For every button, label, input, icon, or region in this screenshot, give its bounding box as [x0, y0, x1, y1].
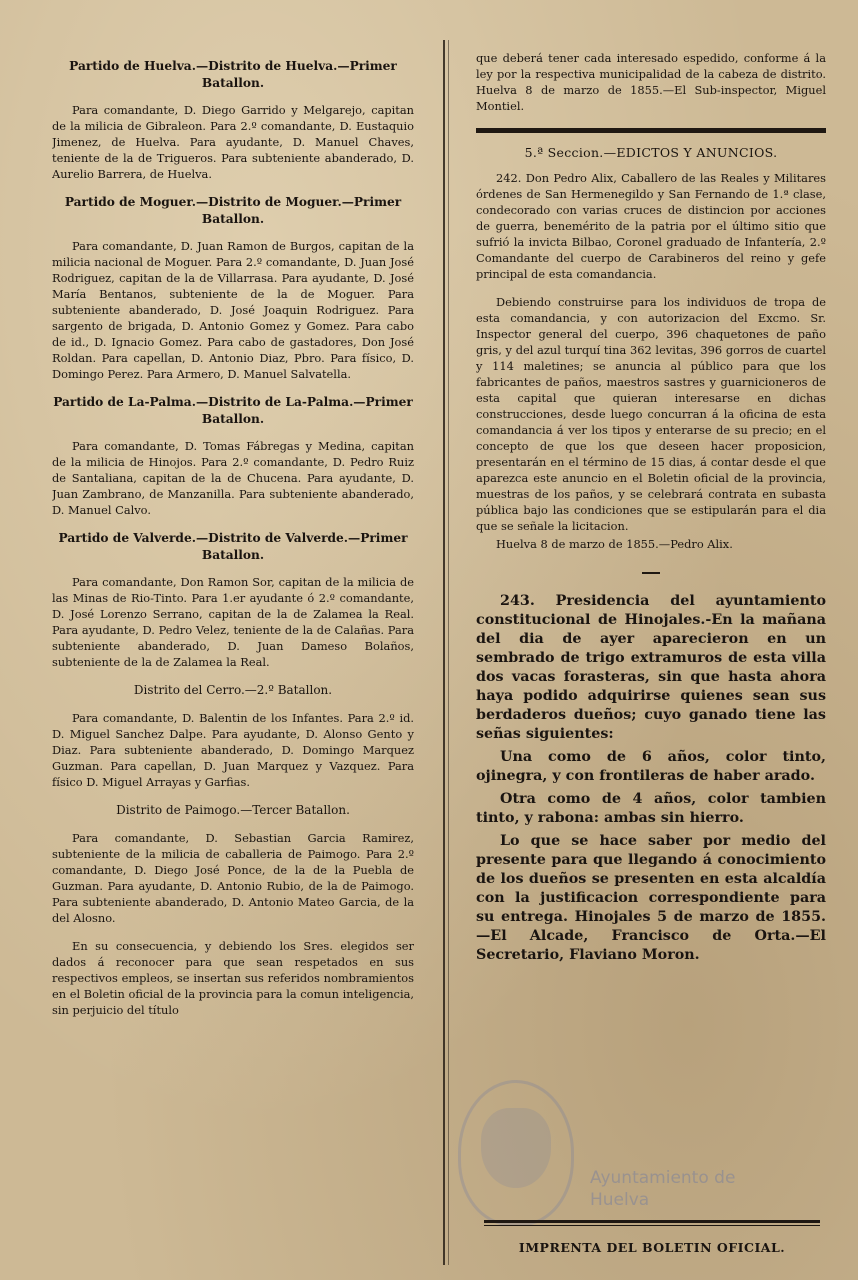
section-title: 5.ª Seccion.—EDICTOS Y ANUNCIOS. [524, 145, 778, 160]
section-text-lapalma: Para comandante, D. Tomas Fábregas y Medina, capitan de la milicia de Hinojos. Para 2.º comandante, D. Pedro Ruiz de Santaliana, capitan de la de Chucena. Para ayudante, D. Juan Zambrano, de Manzanilla. Para subteniente abanderado, D. Manuel Calvo. [52, 439, 414, 517]
section-text-valverde: Para comandante, Don Ramon Sor, capitan de la milicia de las Minas de Rio-Tinto. Para 1.er ayudante ó 2.º comandante, D. José Lorenzo Serrano, capitan de la de Zalamea la Real. Para ayudante, D. Pedro Velez, teniente de la de Calañas. Para subteniente abanderado, D. Juan Dameso Bolaños, subteniente de la de Zalamea la Real. [52, 575, 414, 669]
watermark-text-2: Huelva [590, 1190, 650, 1210]
section-heading-paimogo: Distrito de Paimogo.—Tercer Batallon. [116, 803, 350, 817]
section-heading-huelva: Partido de Huelva.—Distrito de Huelva.—Primer Batallon. [69, 59, 397, 90]
section-heading-lapalma: Partido de La-Palma.—Distrito de La-Palma.—Primer Batallon. [53, 395, 413, 426]
section-text-paimogo: Para comandante, D. Sebastian Garcia Ramirez, subteniente de la milicia de caballeria de Paimogo. Para 2.º comandante, D. Diego José Ponce, de la de la Puebla de Guzman. Para ayudante, D. Antonio Rubio, de la de Paimogo. Para subteniente abanderado, D. Antonio Mateo Garcia, de la del Alosno. [52, 831, 414, 925]
notice-243-cow-2: Otra como de 4 años, color tambien tinto, y rabona: ambas sin hierro. [476, 791, 826, 826]
printer-imprint: IMPRENTA DEL BOLETIN OFICIAL. [518, 1240, 786, 1255]
notice-243-cow-1: Una como de 6 años, color tinto, ojinegra, y con frontileras de haber arado. [476, 749, 826, 784]
section-heading-valverde: Partido de Valverde.—Distrito de Valverde.—Primer Batallon. [58, 531, 408, 562]
section-heading-cerro: Distrito del Cerro.—2.º Batallon. [133, 683, 333, 697]
section-text-moguer: Para comandante, D. Juan Ramon de Burgos, capitan de la milicia nacional de Moguer. Para 2.º comandante, D. Juan José Rodriguez, capitan de la de Villarrasa. Para ayudante, D. José María Bentanos, subteniente de la de Moguer. Para subteniente abanderado, D. José Joaquin Rodriguez. Para sargento de brigada, D. Antonio Gomez y Gomez. Para cabo de id., D. Ignacio Gomez. Para cabo de gastadores, Don José Roldan. Para capellan, D. Antonio Diaz, Pbro. Para físico, D. Domingo Perez. Para Armero, D. Manuel Salvatella. [52, 239, 414, 381]
section-text-cerro: Para comandante, D. Balentin de los Infantes. Para 2.º id. D. Miguel Sanchez Dalpe. Para ayudante, D. Alonso Gento y Diaz. Para subteniente abanderado, D. Domingo Marquez Guzman. Para capellan, D. Juan Marquez y Vazquez. Para físico D. Miguel Arrayas y Garfias. [52, 711, 414, 789]
column-divider [443, 40, 445, 1265]
notice-242-intro: 242. Don Pedro Alix, Caballero de las Reales y Militares órdenes de San Hermenegildo y San Fernando de 1.ª clase, condecorado con varias cruces de distincion por acciones de guerra, benemérito de la patria por el último sitio que sufrió la invicta Bilbao, Coronel graduado de Infantería, 2.º Comandante del cuerpo de Carabineros del reino y gefe principal de esta comandancia. [476, 171, 826, 281]
footer [484, 1202, 820, 1255]
footer-rule [484, 1220, 820, 1226]
notice-242-body: Debiendo construirse para los individuos de tropa de esta comandancia, y con autorizacion del Excmo. Sr. Inspector general del cuerpo, 396 chaquetones de paño gris, y del azul turquí tina 362 levitas, 396 gorros de cuartel y 114 maletines; se anuncia al público para que los fabricantes de paños, maestros sastres y guarnicioneros de esta capital que quieran interesarse en dichas construcciones, desde luego concurran á la oficina de esta comandancia á ver los tipos y enterarse de su precio; en el concepto de que los que deseen hacer proposicion, presentarán en el término de 15 dias, á contar desde el que aparezca este anuncio en el Boletin oficial de la provincia, muestras de los paños, y se celebrará contrata en subasta pública bajo las condiciones que se estipularán para el dia que se señale la licitacion. [476, 295, 826, 533]
closing-paragraph: En su consecuencia, y debiendo los Sres. elegidos ser dados á reconocer para que sean respetados en sus respectivos empleos, se insertan sus referidos nombramientos en el Boletin oficial de la provincia para la comun inteligencia, sin perjuicio del título [52, 939, 414, 1017]
column-divider-thin [448, 40, 449, 1265]
left-column [52, 58, 414, 1280]
section-rule [476, 128, 826, 133]
section-text-huelva: Para comandante, D. Diego Garrido y Melgarejo, capitan de la milicia de Gibraleon. Para 2.º comandante, D. Eustaquio Jimenez, de Huelva. Para ayudante, D. Manuel Chaves, teniente de la de Trigueros. Para subteniente abanderado, D. Aurelio Barrera, de Huelva. [52, 103, 414, 181]
continuation-paragraph: que deberá tener cada interesado espedido, conforme á la ley por la respectiva municipalidad de la cabeza de distrito. Huelva 8 de marzo de 1855.—El Sub-inspector, Miguel Montiel. [476, 51, 826, 113]
separator-dash [642, 572, 660, 574]
notice-242-signature: Huelva 8 de marzo de 1855.—Pedro Alix. [496, 537, 733, 551]
section-heading-moguer: Partido de Moguer.—Distrito de Moguer.—Primer Batallon. [64, 195, 402, 226]
notice-243-closing: Lo que se hace saber por medio del presente para que llegando á conocimiento de los dueños se presenten en esta alcaldía con la justificacion correspondiente para su entrega. Hinojales 5 de marzo de 1855. —El Alcade, Francisco de Orta.—El Secretario, Flaviano Moron. [476, 833, 826, 963]
watermark-text-1: Ayuntamiento de [590, 1168, 736, 1188]
notice-243-intro: 243. Presidencia del ayuntamiento constitucional de Hinojales.-En la mañana del dia de ayer aparecieron en un sembrado de trigo extramuros de esta villa dos vacas forasteras, sin que hasta ahora haya podido adquirirse quienes sean sus berdaderos dueños; cuyo ganado tiene las señas siguientes: [476, 593, 826, 742]
